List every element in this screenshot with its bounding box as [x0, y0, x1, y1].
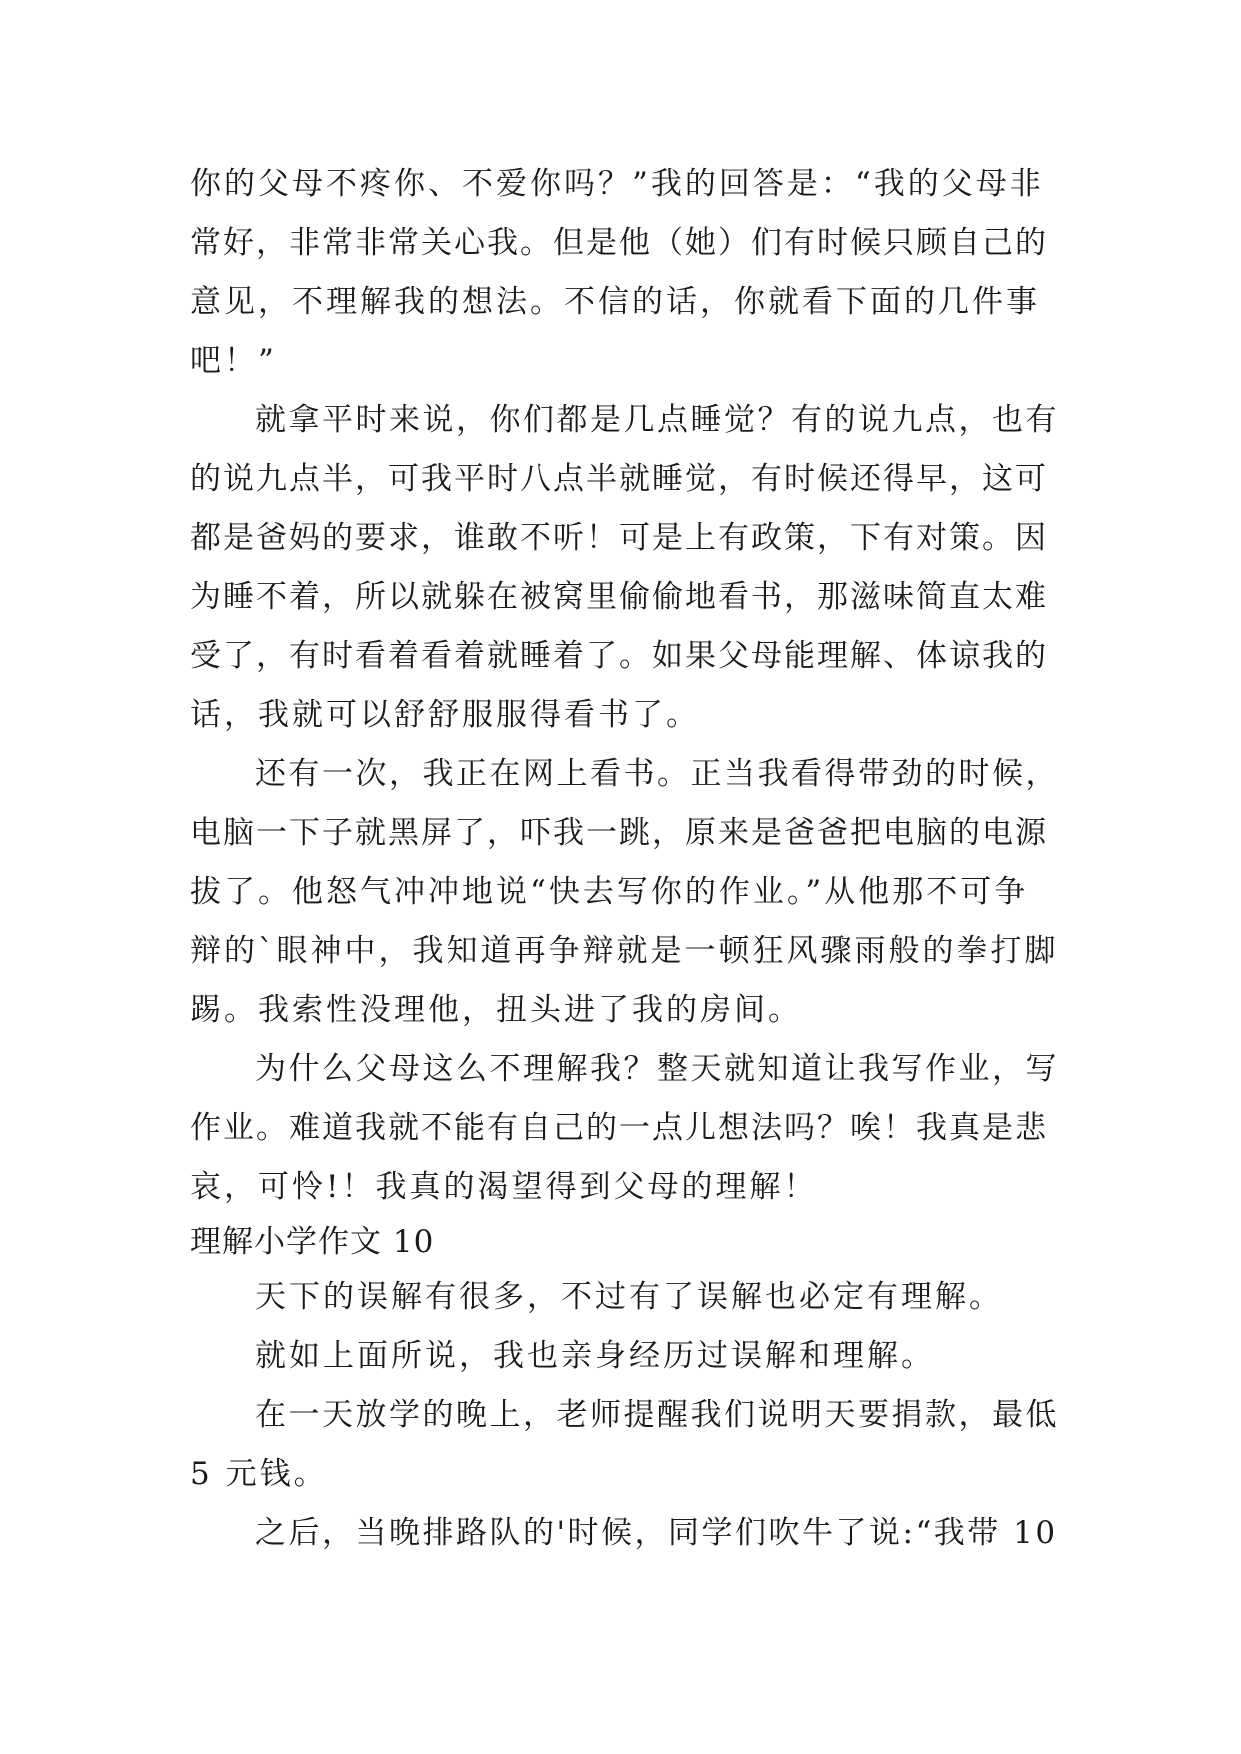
text-line: 辩的`眼神中，我知道再争辩就是一顿狂风骤雨般的拳打脚	[190, 933, 1059, 969]
paragraph-first-line: 为什么父母这么不理解我？整天就知道让我写作业，写	[255, 1051, 1059, 1087]
paragraph-first-line: 就如上面所说，我也亲身经历过误解和理解。	[255, 1338, 935, 1374]
text-line: 哀，可怜!！我真的渴望得到父母的理解！	[190, 1169, 818, 1205]
text-line: 为睡不着，所以就躲在被窝里偷偷地看书，那滋味简直太难	[190, 579, 1048, 615]
text-line: 受了，有时看着看着就睡着了。如果父母能理解、体谅我的	[190, 638, 1048, 674]
text-line: 电脑一下子就黑屏了，吓我一跳，原来是爸爸把电脑的电源	[190, 815, 1048, 851]
text-line: 都是爸妈的要求，谁敢不听！可是上有政策，下有对策。因	[190, 520, 1048, 556]
text-line: 话，我就可以舒舒服服得看书了。	[190, 697, 700, 733]
section-heading: 理解小学作文 10	[190, 1224, 435, 1260]
text-line: 作业。难道我就不能有自己的一点儿想法吗？唉！我真是悲	[190, 1110, 1048, 1146]
text-line: 踢。我索性没理他，扭头进了我的房间。	[190, 992, 802, 1028]
text-line: 5 元钱。	[190, 1456, 328, 1492]
paragraph-first-line: 就拿平时来说，你们都是几点睡觉？有的说九点，也有	[255, 402, 1059, 438]
paragraph-first-line: 之后，当晚排路队的'时候，同学们吹牛了说:“我带 10	[255, 1515, 1058, 1551]
text-line: 意见，不理解我的想法。不信的话，你就看下面的几件事	[190, 284, 1040, 320]
paragraph-first-line: 还有一次，我正在网上看书。正当我看得带劲的时候，	[255, 756, 1059, 792]
text-line: 吧！”	[190, 343, 277, 379]
text-line: 你的父母不疼你、不爱你吗？”我的回答是：“我的父母非	[190, 166, 1044, 202]
text-line: 拔了。他怒气冲冲地说“快去写你的作业。”从他那不可争	[190, 874, 1029, 910]
text-line: 常好，非常非常关心我。但是他（她）们有时候只顾自己的	[190, 225, 1048, 261]
paragraph-first-line: 天下的误解有很多，不过有了误解也必定有理解。	[255, 1279, 1003, 1315]
text-line: 的说九点半，可我平时八点半就睡觉，有时候还得早，这可	[190, 461, 1048, 497]
paragraph-first-line: 在一天放学的晚上，老师提醒我们说明天要捐款，最低	[255, 1397, 1059, 1433]
